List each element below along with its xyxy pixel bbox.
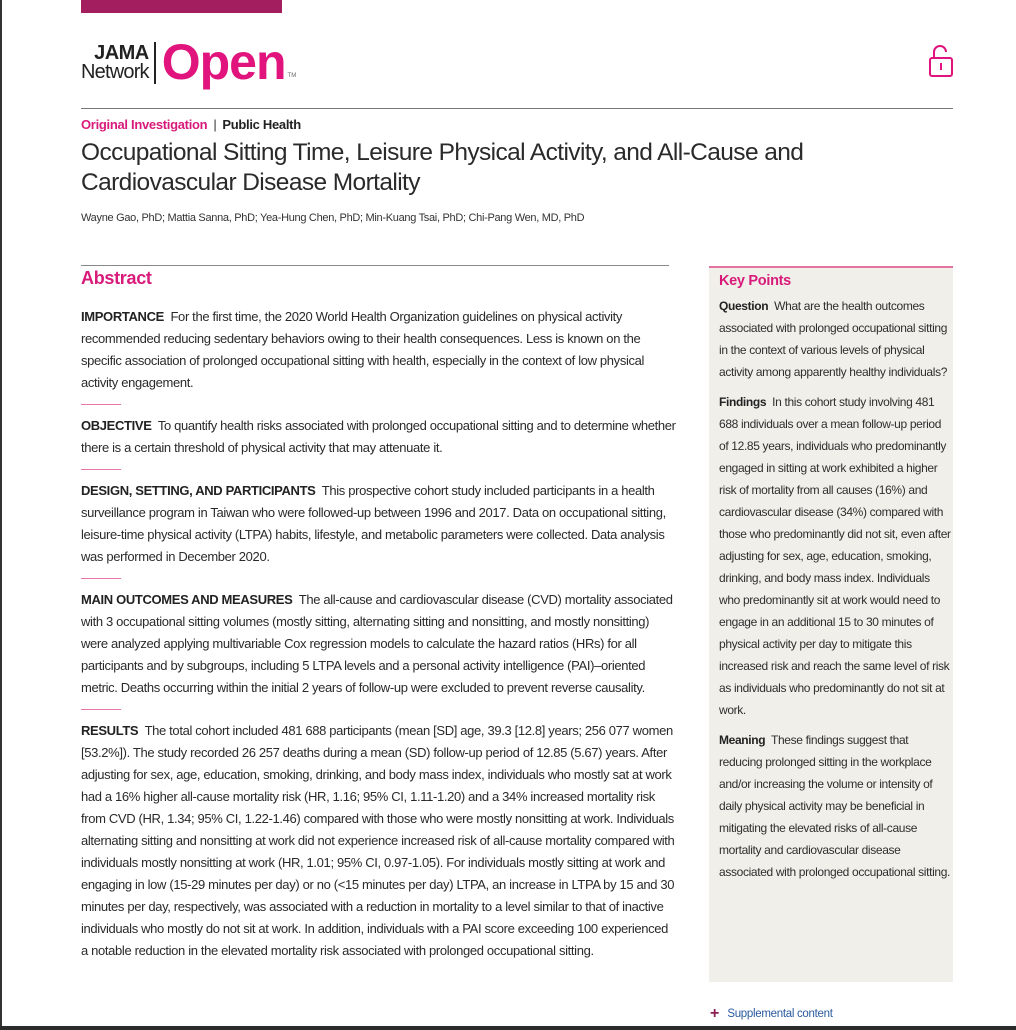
category-separator: | bbox=[213, 117, 217, 132]
logo-trademark: TM bbox=[287, 73, 297, 79]
abstract-objective bbox=[81, 415, 676, 459]
jama-network-open-logo bbox=[81, 34, 297, 90]
key-point-question bbox=[719, 295, 951, 383]
key-point-label: Question bbox=[719, 299, 769, 313]
plus-icon: + bbox=[710, 1005, 720, 1022]
section-text: The all-cause and cardiovascular disease (CVD) mortality associated with 3 occupational sitting volumes (mostly sitting, alternating sitting and nonsitting, and mostly nonsitting) were analyzed applying multivariable Cox regression models to calculate the hazard ratios (HRs) for all participants and by subgroups, including 5 LTPA levels and a personal activity intelligence (PAI)–oriented metric. Deaths occurring within the initial 2 years of follow-up were excluded to prevent reverse causality. bbox=[81, 592, 673, 695]
logo-jama-network bbox=[81, 41, 149, 83]
window-left-border bbox=[0, 0, 2, 1030]
logo-jama-text: JAMA bbox=[94, 41, 149, 64]
section-separator bbox=[81, 404, 121, 405]
section-label: DESIGN, SETTING, AND PARTICIPANTS bbox=[81, 483, 316, 498]
key-point-label: Meaning bbox=[719, 733, 766, 747]
key-points-body bbox=[719, 295, 951, 891]
article-category bbox=[81, 117, 301, 132]
key-point-meaning bbox=[719, 729, 951, 883]
abstract-body bbox=[81, 306, 676, 962]
section-text: The total cohort included 481 688 participants (mean [SD] age, 39.3 [12.8] years; 256 077 women [53.2%]). The study recorded 26 257 deaths during a mean (SD) follow-up period of 12.85 (5.67) years. After adjusting for sex, age, education, smoking, drinking, and body mass index, individuals who mostly sat at work had a 16% higher all-cause mortality risk (HR, 1.16; 95% CI, 1.11-1.20) and a 34% increased mortality risk from CVD (HR, 1.34; 95% CI, 1.22-1.46) compared with those who were mostly nonsitting at work. Individuals alternating sitting and nonsitting at work did not experience increased risk of all-cause mortality compared with individuals mostly nonsitting at work (HR, 1.01; 95% CI, 0.97-1.05). For individuals mostly sitting at work and engaging in low (15-29 minutes per day) or no (<15 minutes per day) LTPA, an increase in LTPA by 15 and 30 minutes per day, respectively, was associated with a reduction in mortality to a level similar to that of inactive individuals who mostly do not sit at work. In addition, individuals with a PAI score exceeding 100 experienced a notable reduction in the elevated mortality risk associated with prolonged occupational sitting. bbox=[81, 723, 675, 958]
key-point-label: Findings bbox=[719, 395, 767, 409]
key-points-heading: Key Points bbox=[719, 273, 791, 289]
abstract-importance bbox=[81, 306, 676, 394]
article-authors: Wayne Gao, PhD; Mattia Sanna, PhD; Yea-Hung Chen, PhD; Min-Kuang Tsai, PhD; Chi-Pang Wen, MD, PhD bbox=[81, 212, 585, 224]
logo-network-text: Network bbox=[81, 60, 149, 83]
window-bottom-bar bbox=[0, 1026, 1016, 1030]
logo-divider bbox=[154, 42, 156, 84]
header-divider bbox=[81, 108, 953, 109]
key-point-text: In this cohort study involving 481 688 individuals over a mean follow-up period of 12.85 years, individuals who predominantly engaged in sitting at work exhibited a higher risk of mortality from all causes (16%) and cardiovascular disease (34%) compared with those who predominantly did not sit, even after adjusting for sex, age, education, smoking, drinking, and body mass index. Individuals who predominantly sit at work would need to engage in an additional 15 to 30 minutes of physical activity per day to mitigate this increased risk and reach the same level of risk as individuals who predominantly do not sit at work. bbox=[719, 395, 951, 717]
section-label: MAIN OUTCOMES AND MEASURES bbox=[81, 592, 293, 607]
section-text: For the first time, the 2020 World Health Organization guidelines on physical activity recommended reducing sedentary behaviors owing to their health consequences. Less is known on the specific association of prolonged occupational sitting with health, especially in the context of low physical activity engagement. bbox=[81, 309, 645, 390]
section-label: IMPORTANCE bbox=[81, 309, 164, 324]
abstract-design bbox=[81, 480, 676, 568]
section-text: To quantify health risks associated with prolonged occupational sitting and to determine whether there is a certain threshold of physical activity that may attenuate it. bbox=[81, 418, 676, 455]
abstract-results bbox=[81, 720, 676, 962]
section-text: This prospective cohort study included participants in a health surveillance program in Taiwan who were followed-up between 1996 and 2017. Data on occupational sitting, leisure-time physical activity (LTPA) habits, lifestyle, and metabolic parameters were collected. Data analysis was performed in December 2020. bbox=[81, 483, 666, 564]
journal-color-band bbox=[81, 0, 282, 13]
section-label: RESULTS bbox=[81, 723, 139, 738]
section-label: OBJECTIVE bbox=[81, 418, 152, 433]
article-title: Occupational Sitting Time, Leisure Physical Activity, and All-Cause and Cardiovascular Disease Mortality bbox=[81, 139, 804, 196]
article-type-link[interactable]: Original Investigation bbox=[81, 117, 208, 132]
logo-open-text: Open bbox=[161, 34, 286, 90]
open-lock-icon bbox=[928, 44, 954, 78]
supplemental-content-label[interactable]: Supplemental content bbox=[727, 1008, 833, 1020]
section-separator bbox=[81, 469, 121, 470]
abstract-outcomes bbox=[81, 589, 676, 699]
key-points-box bbox=[709, 266, 953, 982]
article-subject-link[interactable]: Public Health bbox=[222, 117, 301, 132]
supplemental-content-link[interactable] bbox=[710, 1007, 833, 1021]
key-point-text: What are the health outcomes associated with prolonged occupational sitting in the context of various levels of physical activity among apparently healthy individuals? bbox=[719, 299, 948, 379]
section-separator bbox=[81, 578, 121, 579]
key-point-text: These findings suggest that reducing prolonged sitting in the workplace and/or increasing the volume or intensity of daily physical activity may be beneficial in mitigating the elevated risks of all-cause mortality and cardiovascular disease associated with prolonged occupational sitting. bbox=[719, 733, 951, 879]
section-separator bbox=[81, 709, 121, 710]
key-point-findings bbox=[719, 391, 951, 721]
abstract-divider bbox=[81, 265, 669, 266]
abstract-heading: Abstract bbox=[81, 268, 152, 288]
